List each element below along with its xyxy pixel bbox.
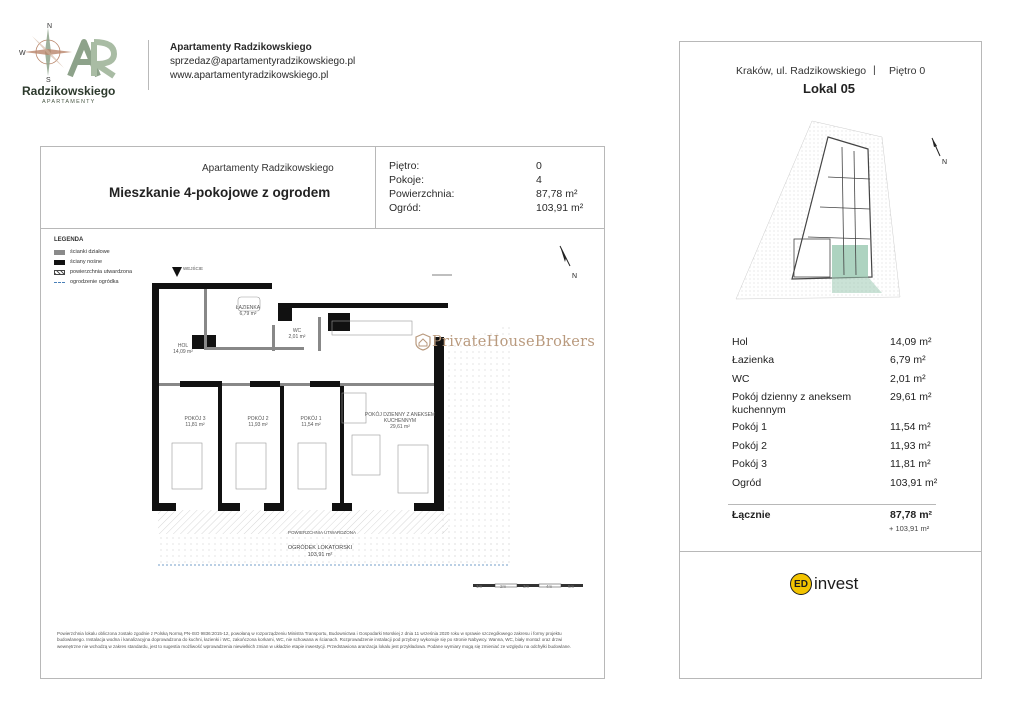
- room-area: 2,01 m²: [288, 334, 306, 340]
- scale-bar: [473, 583, 593, 589]
- total-garden-extra: + 103,91 m²: [889, 524, 930, 533]
- north-arrow-icon: [928, 136, 952, 168]
- house-shield-icon: [414, 333, 432, 351]
- entrance-label: WEJŚCIE: [182, 266, 203, 271]
- location-separator: |: [873, 64, 876, 76]
- footer-divider: [680, 551, 981, 552]
- area-value-room-2: 11,93 m²: [890, 440, 931, 452]
- brand-name: Radzikowskiego: [22, 84, 116, 98]
- room-name: POKÓJ 1: [300, 416, 322, 422]
- legend-item-label: ścianki działowe: [70, 249, 110, 255]
- paved-area-label: POWIERZCHNIA UTWARDZONA: [287, 530, 357, 535]
- area-value-wc: 2,01 m²: [890, 373, 926, 385]
- room-name: HOL: [177, 343, 189, 349]
- room-name: POKÓJ 3: [184, 416, 206, 422]
- area-value-room-3: 11,81 m²: [890, 458, 931, 470]
- brand-tagline: APARTAMENTY: [42, 99, 96, 105]
- company-name: Apartamenty Radzikowskiego: [170, 42, 312, 53]
- area-name-room-1: Pokój 1: [732, 421, 768, 433]
- garden-area: 103,91 m²: [307, 552, 333, 558]
- legend-item: [54, 257, 132, 267]
- legend-item: [54, 267, 132, 277]
- legend-item-label: ściany nośne: [70, 259, 103, 265]
- location-address: Kraków, ul. Radzikowskiego: [736, 65, 867, 77]
- area-name-hall: Hol: [732, 336, 748, 348]
- area-value-hall: 14,09 m²: [890, 336, 932, 348]
- legend-title: LEGENDA: [54, 237, 84, 243]
- area-value-room-1: 11,54 m²: [890, 421, 931, 433]
- scale-label: 2m: [500, 584, 507, 589]
- contact-block: [170, 41, 355, 83]
- room-name: POKÓJ 2: [247, 416, 269, 422]
- brand-logo: [18, 20, 130, 110]
- unit-title: Mieszkanie 4-pokojowe z ogrodem: [109, 185, 331, 200]
- legend-item: [54, 247, 132, 257]
- contact-website[interactable]: www.apartamentyradzikowskiego.pl: [170, 70, 329, 81]
- svg-text:N: N: [942, 159, 948, 166]
- area-name-room-2: Pokój 2: [732, 440, 768, 452]
- header-divider-horizontal: [41, 228, 604, 229]
- room-label-living-room: [360, 412, 440, 430]
- developer-mark: ED: [790, 573, 812, 595]
- room-label-bathroom: [233, 305, 263, 317]
- scale-label: 1m: [476, 584, 483, 589]
- paved-area-swatch: [54, 270, 65, 275]
- room-label-room-3: [180, 416, 210, 428]
- spec-label-area: Powierzchnia:: [389, 188, 455, 200]
- north-arrow-icon: [556, 244, 586, 280]
- load-bearing-wall-swatch: [54, 260, 65, 265]
- developer-name: invest: [814, 574, 859, 593]
- location-floor: Piętro 0: [889, 65, 926, 77]
- room-label-room-1: [296, 416, 326, 428]
- header-divider: [148, 40, 149, 90]
- spec-label-floor: Piętro:: [389, 160, 420, 172]
- scale-label: 5m: [568, 584, 575, 589]
- unit-highlight: [832, 245, 868, 277]
- watermark-text: PrivateHouseBrokers: [432, 334, 596, 350]
- garden-fence-swatch: [54, 282, 65, 283]
- room-area: 14,09 m²: [173, 349, 193, 355]
- total-value: 87,78 m²: [890, 509, 933, 521]
- spec-label-rooms: Pokoje:: [389, 174, 425, 186]
- partition-wall-swatch: [54, 250, 65, 255]
- area-name-wc: WC: [732, 373, 750, 385]
- area-value-garden: 103,91 m²: [890, 477, 938, 489]
- room-label-hall: [168, 343, 198, 355]
- garden-name: OGRÓDEK LOKATORSKI: [287, 545, 353, 551]
- contact-email[interactable]: sprzedaz@apartamentyradzikowskiego.pl: [170, 56, 356, 67]
- project-name: Apartamenty Radzikowskiego: [202, 163, 334, 174]
- room-name: POKÓJ DZIENNY Z ANEKSEM KUCHENNYM: [364, 412, 436, 424]
- unit-number: Lokal 05: [803, 81, 856, 96]
- area-name-bathroom: Łazienka: [732, 354, 775, 366]
- legal-footnote: Powierzchnia lokalu obliczona zostało zgodnie z Polską Normą PN-ISO 9836:2015-12, powołaną w rozporządzeniu Ministra Transportu, Budownictwa i Gospodarki Morskiej z dnia 11 września 2020 roku w sprawie szczegółowego zakresu i formy projektu budowlanego. Instalacja wodna i kanalizacyjna doprowadzona do kuchni, łazienki i WC, zakończona korkami, WC, nie schowana w ścianach. Rozprowadzenie instalacji pod przybory wykonuje się po stronie Nabywcy. Wanna, WC, biały montaż oraz drzwi wewnętrzne nie wchodzą w zakres standardu, jest to sugestia możliwość wprowadzenia niewielkich zmian w układzie etapie inwestycji. Przedstawiona aranżacja lokalu jest przykładowa. Podane wymiary mogą się zmieniać ze względu na odchyłki budowlane.: [57, 631, 572, 649]
- svg-text:N: N: [572, 273, 578, 280]
- total-label: Łącznie: [732, 509, 771, 521]
- developer-logo: [790, 573, 858, 595]
- garden-label: [270, 545, 370, 559]
- area-name-room-3: Pokój 3: [732, 458, 768, 470]
- spec-value-rooms: 4: [536, 174, 542, 186]
- room-label-wc: [282, 328, 312, 340]
- svg-text:N: N: [47, 23, 53, 30]
- svg-text:W: W: [19, 50, 26, 57]
- spec-value-area: 87,78 m²: [536, 188, 578, 200]
- area-name-garden: Ogród: [732, 477, 762, 489]
- room-name: WC: [292, 328, 302, 334]
- legend: [54, 237, 132, 287]
- legend-item-label: ogrodzenie ogródka: [70, 279, 119, 285]
- room-area: 6,79 m²: [239, 311, 257, 317]
- spec-value-floor: 0: [536, 160, 542, 172]
- area-name-living-room: Pokój dzienny z aneksem kuchennym: [732, 391, 852, 416]
- site-plan-diagram: [732, 117, 902, 305]
- legend-item-label: powierzchnia utwardzona: [70, 269, 133, 275]
- area-value-living-room: 29,61 m²: [890, 391, 932, 403]
- title-divider: [375, 147, 376, 229]
- room-name: ŁAZIENKA: [235, 305, 261, 311]
- total-divider: [728, 504, 936, 505]
- legend-item: [54, 277, 132, 287]
- watermark: [414, 333, 595, 351]
- svg-text:S: S: [46, 77, 51, 84]
- area-value-bathroom: 6,79 m²: [890, 354, 926, 366]
- room-label-room-2: [243, 416, 273, 428]
- spec-label-garden: Ogród:: [389, 202, 422, 214]
- room-area: 29,61 m²: [390, 424, 410, 430]
- spec-value-garden: 103,91 m²: [536, 202, 584, 214]
- scale-label: 4m: [546, 584, 553, 589]
- scale-label: 3m: [523, 584, 530, 589]
- room-area: 11,93 m²: [248, 422, 268, 428]
- room-area: 11,81 m²: [185, 422, 205, 428]
- room-area: 11,54 m²: [301, 422, 321, 428]
